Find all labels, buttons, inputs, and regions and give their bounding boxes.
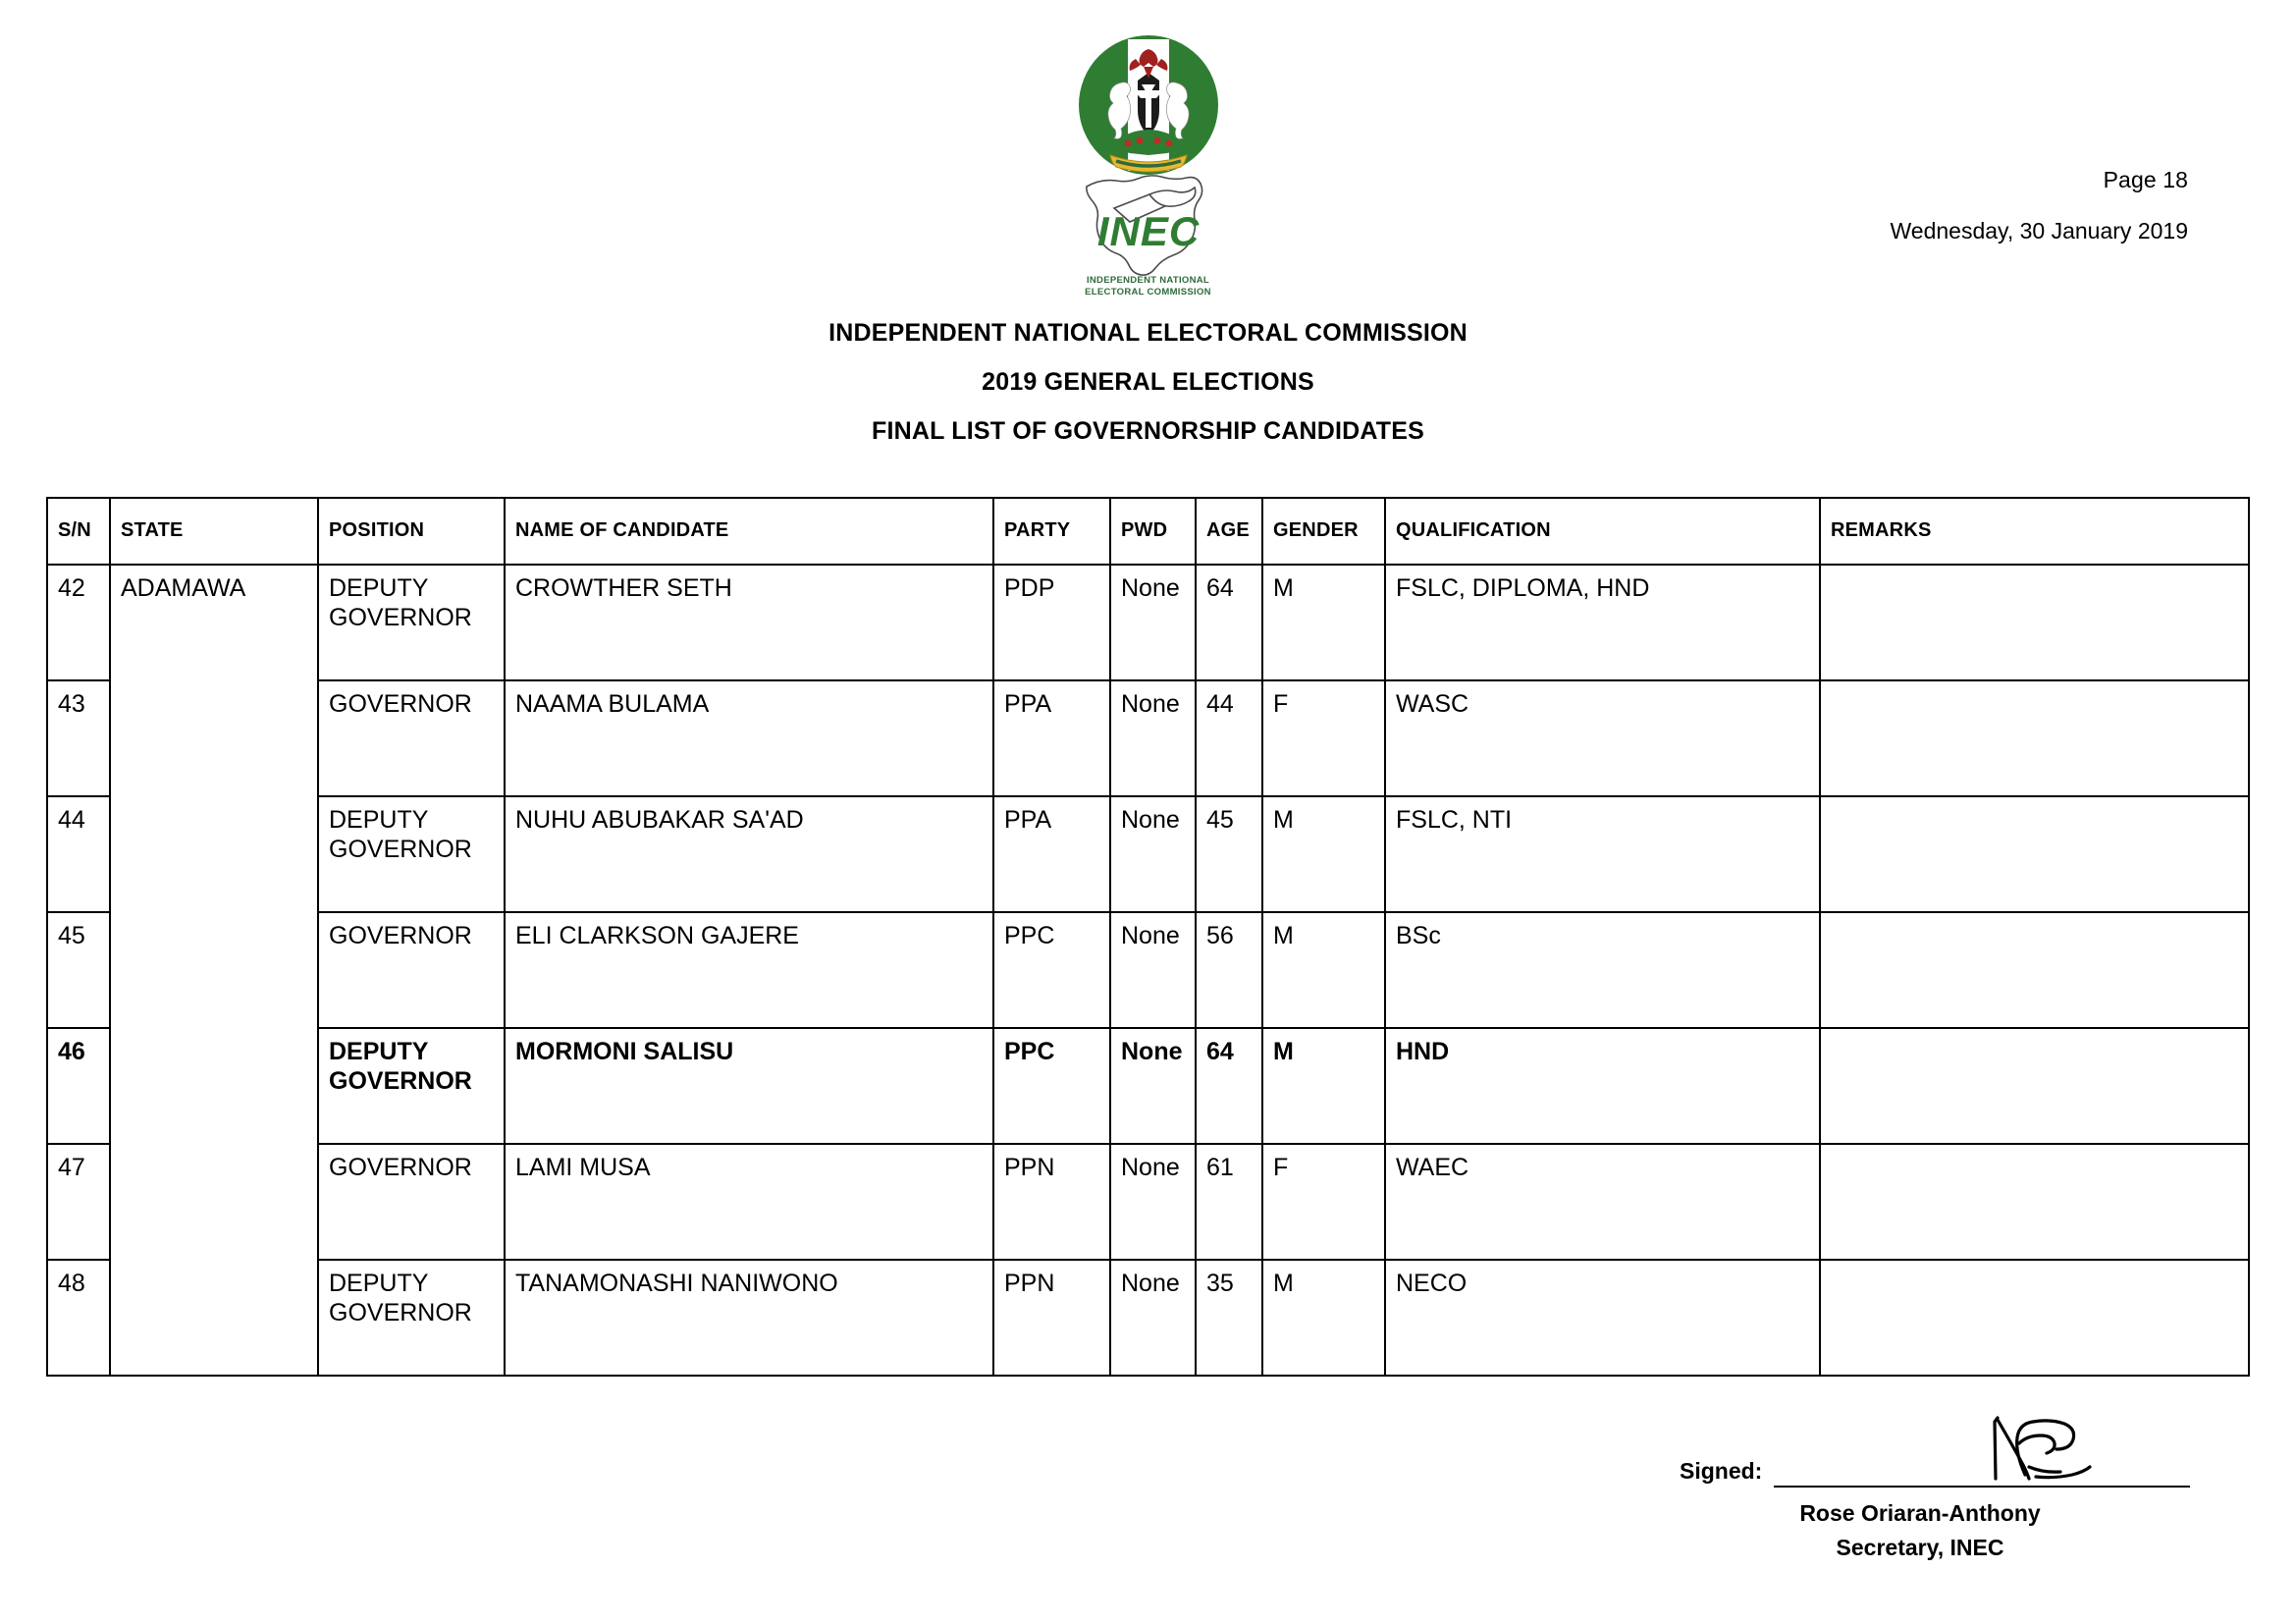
cell-pwd: None: [1110, 1260, 1196, 1376]
column-header-position: POSITION: [318, 498, 505, 565]
cell-party: PDP: [993, 565, 1110, 680]
table-header: [47, 498, 2249, 565]
cell-gender: M: [1262, 565, 1385, 680]
cell-state: [110, 912, 318, 1028]
cell-gender: M: [1262, 912, 1385, 1028]
logo-caption: [1055, 275, 1242, 298]
signatory-title: Secretary, INEC: [1836, 1535, 2004, 1560]
cell-party: PPN: [993, 1260, 1110, 1376]
table-row: [47, 565, 2249, 680]
cell-gender: M: [1262, 1260, 1385, 1376]
page-title-list: FINAL LIST OF GOVERNORSHIP CANDIDATES: [872, 417, 1424, 445]
document-date: Wednesday, 30 January 2019: [1890, 217, 2188, 244]
cell-sn: 44: [47, 796, 110, 912]
cell-remarks: [1820, 1028, 2249, 1144]
cell-sn: 45: [47, 912, 110, 1028]
cell-remarks: [1820, 796, 2249, 912]
cell-party: PPA: [993, 680, 1110, 796]
cell-name: NUHU ABUBAKAR SA'AD: [505, 796, 993, 912]
cell-sn: 42: [47, 565, 110, 680]
cell-name: CROWTHER SETH: [505, 565, 993, 680]
table-row: [47, 912, 2249, 1028]
document-titles: [0, 319, 2296, 446]
cell-gender: M: [1262, 1028, 1385, 1144]
signature-rule: [1774, 1485, 2190, 1488]
signature-mark-icon: [1982, 1410, 2100, 1487]
signed-label: Signed:: [1680, 1458, 1763, 1484]
table-header-row: [47, 498, 2249, 565]
inec-logo-icon: [1057, 33, 1240, 279]
inec-logo: [1055, 33, 1242, 298]
cell-qualification: FSLC, DIPLOMA, HND: [1385, 565, 1820, 680]
cell-gender: F: [1262, 680, 1385, 796]
column-header-qualification: QUALIFICATION: [1385, 498, 1820, 565]
cell-remarks: [1820, 680, 2249, 796]
cell-pwd: None: [1110, 1144, 1196, 1260]
cell-remarks: [1820, 1144, 2249, 1260]
signatory-name: Rose Oriaran-Anthony: [1799, 1500, 2041, 1526]
cell-age: 56: [1196, 912, 1262, 1028]
page-title-organization: INDEPENDENT NATIONAL ELECTORAL COMMISSION: [828, 319, 1468, 347]
cell-gender: M: [1262, 796, 1385, 912]
cell-name: TANAMONASHI NANIWONO: [505, 1260, 993, 1376]
table-body: [47, 565, 2249, 1376]
cell-party: PPC: [993, 912, 1110, 1028]
candidates-table-wrap: [46, 497, 2250, 1377]
column-header-pwd: PWD: [1110, 498, 1196, 565]
logo-caption-line-2: ELECTORAL COMMISSION: [1085, 286, 1211, 298]
svg-text:INEC: INEC: [1096, 208, 1200, 254]
cell-pwd: None: [1110, 912, 1196, 1028]
table-row: [47, 796, 2249, 912]
cell-position: DEPUTY GOVERNOR: [318, 1260, 505, 1376]
cell-state: [110, 796, 318, 912]
cell-qualification: WAEC: [1385, 1144, 1820, 1260]
cell-position: GOVERNOR: [318, 680, 505, 796]
cell-party: PPA: [993, 796, 1110, 912]
cell-party: PPC: [993, 1028, 1110, 1144]
cell-age: 35: [1196, 1260, 1262, 1376]
cell-remarks: [1820, 565, 2249, 680]
cell-pwd: None: [1110, 796, 1196, 912]
cell-state: ADAMAWA: [110, 565, 318, 680]
cell-name: LAMI MUSA: [505, 1144, 993, 1260]
cell-pwd: None: [1110, 680, 1196, 796]
table-row: [47, 1144, 2249, 1260]
logo-caption-line-1: INDEPENDENT NATIONAL: [1086, 275, 1210, 286]
page-meta: [1891, 163, 2188, 248]
cell-name: MORMONI SALISU: [505, 1028, 993, 1144]
column-header-sn: S/N: [47, 498, 110, 565]
cell-sn: 47: [47, 1144, 110, 1260]
signature-block: [1680, 1458, 2190, 1561]
cell-qualification: WASC: [1385, 680, 1820, 796]
cell-name: NAAMA BULAMA: [505, 680, 993, 796]
column-header-party: PARTY: [993, 498, 1110, 565]
cell-position: DEPUTY GOVERNOR: [318, 796, 505, 912]
cell-qualification: NECO: [1385, 1260, 1820, 1376]
cell-position: GOVERNOR: [318, 912, 505, 1028]
cell-state: [110, 1028, 318, 1144]
cell-qualification: BSc: [1385, 912, 1820, 1028]
cell-state: [110, 680, 318, 796]
cell-qualification: HND: [1385, 1028, 1820, 1144]
column-header-remarks: REMARKS: [1820, 498, 2249, 565]
cell-pwd: None: [1110, 1028, 1196, 1144]
column-header-age: AGE: [1196, 498, 1262, 565]
cell-age: 45: [1196, 796, 1262, 912]
cell-remarks: [1820, 912, 2249, 1028]
cell-age: 44: [1196, 680, 1262, 796]
cell-party: PPN: [993, 1144, 1110, 1260]
table-row: [47, 680, 2249, 796]
cell-pwd: None: [1110, 565, 1196, 680]
cell-age: 64: [1196, 565, 1262, 680]
cell-name: ELI CLARKSON GAJERE: [505, 912, 993, 1028]
cell-gender: F: [1262, 1144, 1385, 1260]
signature-line-row: [1680, 1458, 2190, 1488]
candidates-table: [46, 497, 2250, 1377]
cell-state: [110, 1144, 318, 1260]
cell-sn: 43: [47, 680, 110, 796]
cell-age: 61: [1196, 1144, 1262, 1260]
column-header-gender: GENDER: [1262, 498, 1385, 565]
table-row: [47, 1028, 2249, 1144]
cell-remarks: [1820, 1260, 2249, 1376]
column-header-state: STATE: [110, 498, 318, 565]
page-number: Page 18: [2103, 167, 2188, 192]
cell-position: GOVERNOR: [318, 1144, 505, 1260]
cell-sn: 46: [47, 1028, 110, 1144]
cell-state: [110, 1260, 318, 1376]
column-header-name: NAME OF CANDIDATE: [505, 498, 993, 565]
cell-age: 64: [1196, 1028, 1262, 1144]
cell-position: DEPUTY GOVERNOR: [318, 1028, 505, 1144]
cell-position: DEPUTY GOVERNOR: [318, 565, 505, 680]
cell-qualification: FSLC, NTI: [1385, 796, 1820, 912]
cell-sn: 48: [47, 1260, 110, 1376]
table-row: [47, 1260, 2249, 1376]
page-title-election: 2019 GENERAL ELECTIONS: [982, 368, 1314, 396]
